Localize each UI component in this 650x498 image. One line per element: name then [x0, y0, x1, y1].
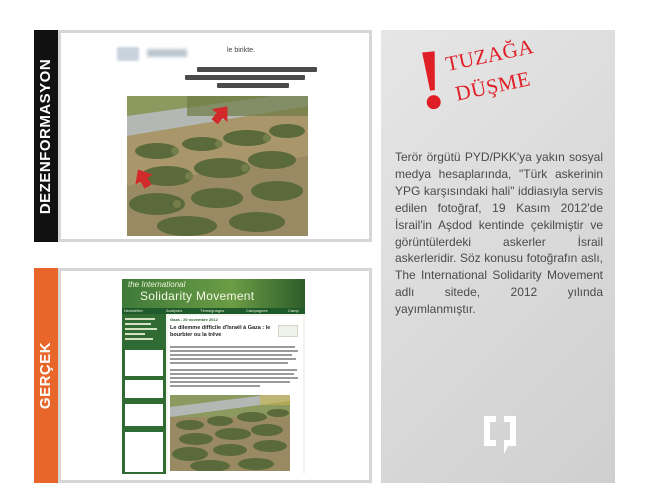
site-article [168, 316, 303, 474]
sidebar-block [125, 404, 163, 426]
sidebar-menu-line [125, 333, 145, 335]
share-button[interactable] [278, 325, 298, 337]
nav-link-analyses[interactable]: Analyses [166, 308, 183, 313]
post-text-line [185, 75, 305, 80]
ism-website [122, 279, 305, 474]
disinformation-label-text: DEZENFORMASYON [37, 58, 55, 214]
brand-logo-icon [482, 414, 518, 456]
sidebar-menu-line [125, 323, 151, 325]
soldiers-photo-image [127, 96, 308, 236]
fact-label-text: GERÇEK [37, 341, 55, 410]
site-sidebar [122, 314, 166, 474]
fact-label [34, 268, 58, 483]
soldiers-photo [127, 96, 308, 236]
sidebar-block [125, 380, 163, 398]
article-text-line [170, 377, 298, 379]
article-date: Gaza - 20 novembre 2012 [170, 317, 218, 322]
disinformation-screenshot [58, 30, 372, 242]
site-banner-line1: the International [128, 280, 186, 289]
article-text-line [170, 358, 296, 360]
post-header [117, 47, 297, 61]
panel-body-text: Terör örgütü PYD/PKK'ya yakın sosyal medya hesaplarında, "Türk askerinin YPG karşısındaki hali" iddiasıyla servis edilen fotoğraf, 19 Kasım 2012'de İsrail'in Aşdod kentinde çekilmiştir ve görüntülerdeki askerler İsrail askerleridir. Söz konusu fotoğrafın aslı, The International Solidarity Movement adlı sitede, 2012 yılında yayımlanmıştır. [395, 150, 603, 317]
exclamation-icon: ! [412, 29, 451, 129]
nav-link-temoignages[interactable]: Témoignages [200, 308, 225, 313]
post-author-blurred [147, 49, 187, 57]
post-handle: le birikte. [227, 47, 256, 54]
sidebar-menu-line [125, 318, 155, 320]
article-photo-image [170, 395, 290, 471]
post-text-line [197, 67, 317, 72]
article-text-line [170, 362, 288, 364]
fact-screenshot [58, 268, 372, 483]
site-banner [122, 279, 305, 308]
nav-link-campagnes[interactable]: Campagnes [246, 308, 268, 313]
article-photo [170, 395, 290, 471]
article-text-line [170, 385, 260, 387]
sidebar-block [125, 432, 163, 472]
panel-title-line1: TUZAĞA [443, 33, 536, 77]
article-text-line [170, 346, 295, 348]
social-post [67, 37, 363, 235]
article-text-line [170, 373, 294, 375]
article-title[interactable]: Le dilemme difficile d'Israël à Gaza : le bourbier ou la trêve [170, 325, 271, 338]
avatar [117, 47, 139, 61]
sidebar-menu-line [125, 338, 153, 340]
disinformation-label [34, 30, 58, 242]
nav-link-camp[interactable]: Camp [288, 308, 299, 313]
sidebar-menu-line [125, 328, 157, 330]
sidebar-block [125, 350, 163, 376]
info-panel [381, 30, 615, 483]
nav-link-newsletter[interactable]: Newsletter [124, 308, 143, 313]
article-text-line [170, 369, 297, 371]
article-text-line [170, 381, 290, 383]
article-text-line [170, 354, 292, 356]
post-text-line [217, 83, 289, 88]
site-banner-line2: Solidarity Movement [140, 289, 255, 303]
panel-title-line2: DÜŞME [453, 66, 533, 106]
article-text-line [170, 350, 298, 352]
